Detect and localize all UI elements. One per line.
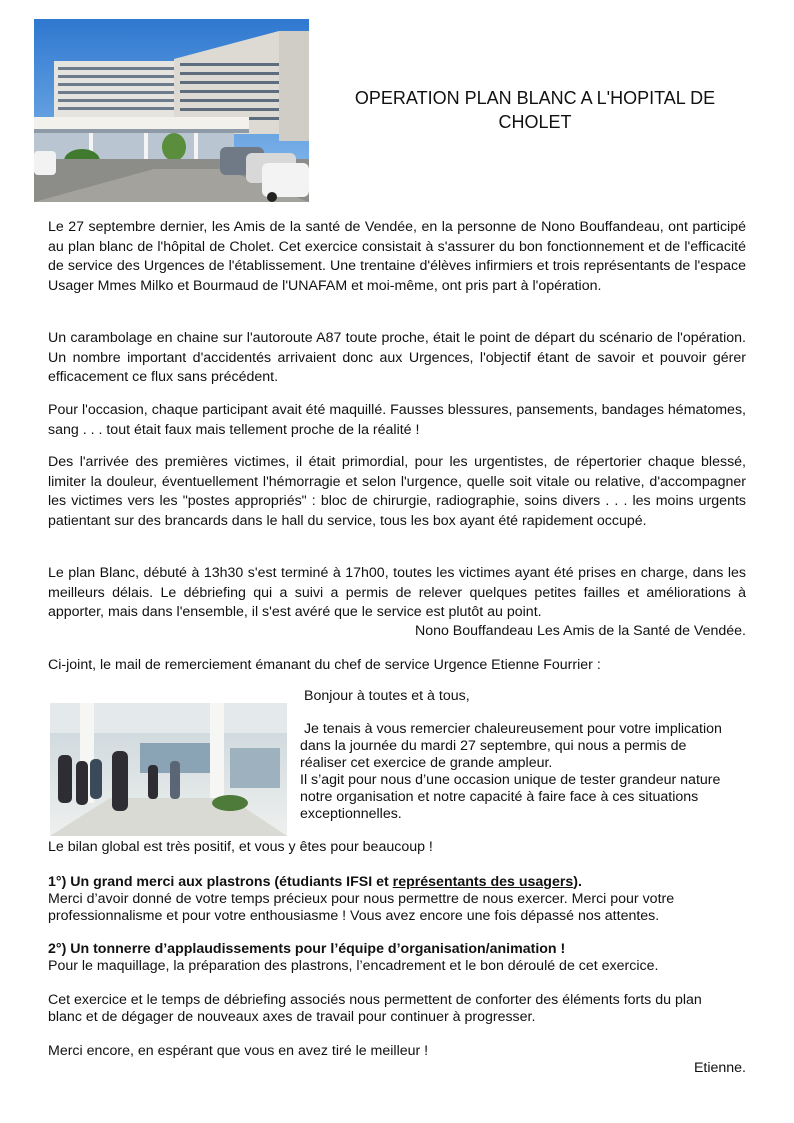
point1-line: Merci d’avoir donné de votre temps précieux pour nous permettre de nous exercer. Merci pour votre xyxy=(48,891,675,907)
mail-body-line: dans la journée du mardi 27 septembre, qui nous a permis de xyxy=(300,738,687,754)
point1-heading-start: 1°) Un grand merci aux plastrons (étudiants IFSI et xyxy=(48,874,393,890)
mail-body-line: Je tenais à vous remercier chaleureusement pour votre implication xyxy=(300,721,722,737)
point2-line: Pour le maquillage, la préparation des plastrons, l’encadrement et le bon déroulé de cet exercice. xyxy=(48,958,659,974)
hospital-photo xyxy=(34,19,309,202)
point1-line: professionnalisme et pour votre enthousiasme ! Vous avez encore une fois dépassé nos attentes. xyxy=(48,908,660,924)
mail-body-line: réaliser cet exercice de grande ampleur. xyxy=(300,755,553,771)
mail-body-line: Il s’agit pour nous d’une occasion unique de tester grandeur nature xyxy=(300,772,721,788)
signature-nono: Nono Bouffandeau Les Amis de la Santé de Vendée. xyxy=(414,623,746,639)
paragraph-4: Des l'arrivée des premières victimes, il était primordial, pour les urgentistes, de répertorier chaque blessé, limiter la douleur, éventuellement l'hémorragie et selon l'urgence, quelle soit vitale ou relative, d'accompagner les victimes vers les "postes appropriés" : bloc de chirurgie, radiographie, soins divers . . . les moins urgents patientant sur des brancards dans le hall du service, tous les box ayant été rapidement occupé. xyxy=(48,454,746,529)
paragraph-1: Le 27 septembre dernier, les Amis de la santé de Vendée, en la personne de Nono Bouffandeau, ont participé au plan blanc de l'hôpital de Cholet. Cet exercice consistait à s'assurer du bon fonctionnement et de l'efficacité de service des Urgences de l'établissement. Une trentaine d'élèves infirmiers et trois représentants de l'espace Usager Mmes Milko et Bourmaud de l'UNAFAM et moi-même, ont pris part à l'opération. xyxy=(48,219,746,294)
point2-heading: 2°) Un tonnerre d’applaudissements pour l’équipe d’organisation/animation ! xyxy=(48,941,566,957)
mail-body xyxy=(300,721,750,823)
mail-greeting: Bonjour à toutes et à tous, xyxy=(304,688,470,704)
paragraph-3: Pour l'occasion, chaque participant avait été maquillé. Fausses blessures, pansements, bandages hématomes, sang . . . tout était faux mais tellement proche de la réalité ! xyxy=(48,402,746,438)
closing-line: blanc et de dégager de nouveaux axes de travail pour continuer à progresser. xyxy=(48,1009,536,1025)
paragraph-2: Un carambolage en chaine sur l'autoroute A87 toute proche, était le point de départ du scénario de l'opération. Un nombre important d'accidentés arrivaient donc aux Urgences, l'objectif étant de savoir et pouvoir gérer efficacement ce flux sans précédent. xyxy=(48,330,746,385)
mail-bilan: Le bilan global est très positif, et vous y êtes pour beaucoup ! xyxy=(48,839,433,855)
point1-heading-underlined: représentants des usagers xyxy=(392,874,574,890)
page-title: OPERATION PLAN BLANC A L'HOPITAL DE CHOLET xyxy=(354,88,716,132)
mail-body-line: exceptionnelles. xyxy=(300,806,402,822)
closing-line: Cet exercice et le temps de débriefing associés nous permettent de conforter des éléments forts du plan xyxy=(48,992,702,1008)
point1-heading-end: ). xyxy=(573,874,582,890)
intro-mail: Ci-joint, le mail de remerciement émanant du chef de service Urgence Etienne Fourrier : xyxy=(48,657,601,673)
paragraph-5: Le plan Blanc, débuté à 13h30 s'est terminé à 17h00, toutes les victimes ayant été prises en charge, dans les meilleurs délais. Le débriefing qui a suivi a permis de relever quelques petites failles et améliorations à apporter, mais dans l'ensemble, il s'est avéré que le service est plutôt au point. xyxy=(48,565,746,620)
hall-photo xyxy=(50,703,287,836)
mail-thanks: Merci encore, en espérant que vous en avez tiré le meilleur ! xyxy=(48,1043,429,1059)
mail-sign: Etienne. xyxy=(693,1060,746,1076)
point1-heading xyxy=(48,874,746,891)
mail-body-line: notre organisation et notre capacité à faire face à ces situations xyxy=(300,789,699,805)
